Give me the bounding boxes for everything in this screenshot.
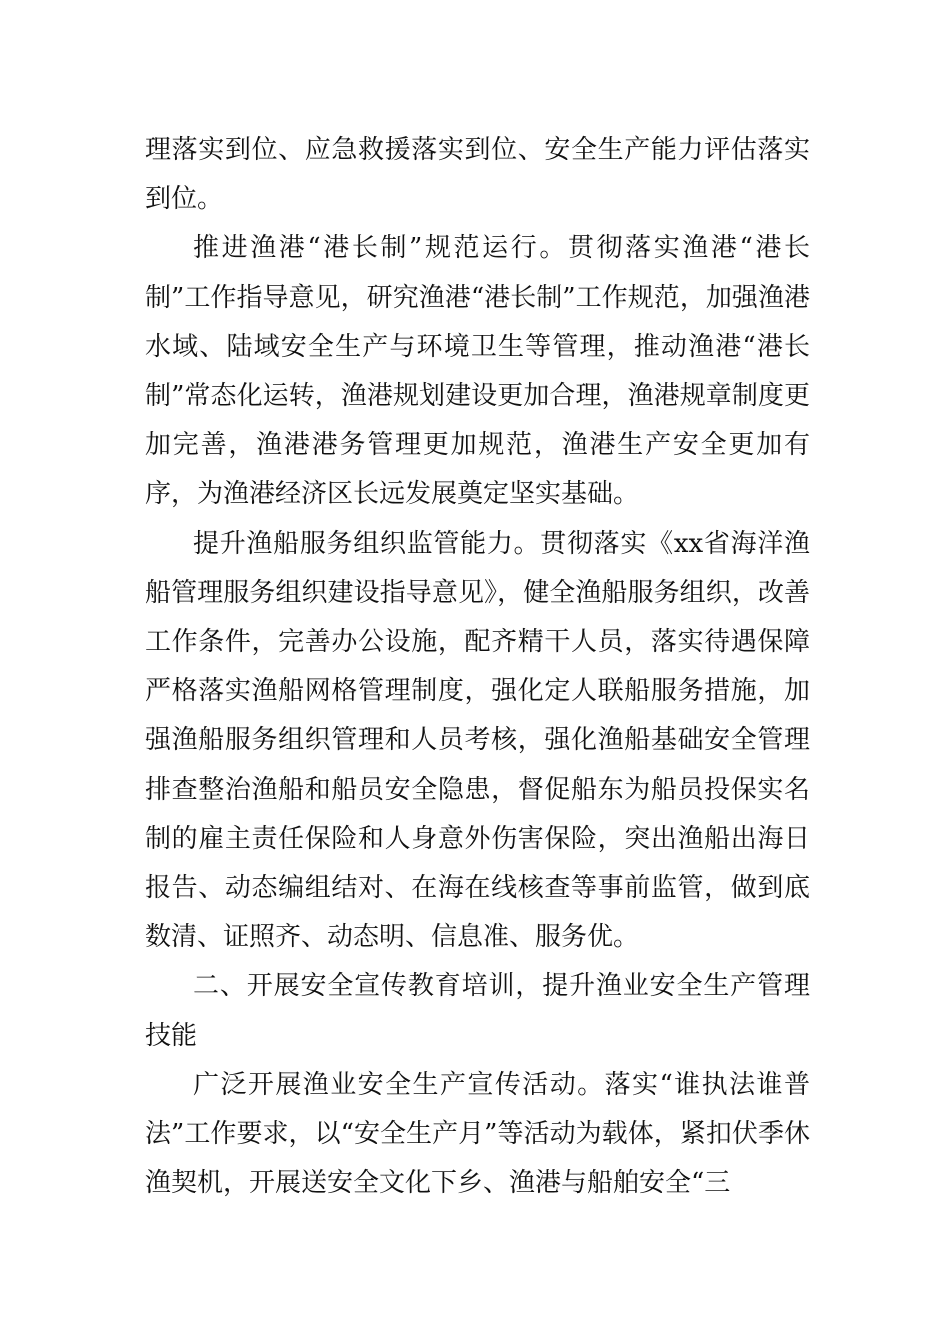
document-body <box>145 126 810 1208</box>
paragraph-fishing-boat-service-supervision: 提升渔船服务组织监管能力。贯彻落实《xx省海洋渔船管理服务组织建设指导意见》，健全渔船服务组织，改善工作条件，完善办公设施，配齐精干人员，落实待遇保障严格落实渔船网格管理制度，强化定人联船服务措施，加强渔船服务组织管理和人员考核，强化渔船基础安全管理排查整治渔船和船员安全隐患，督促船东为船员投保实名制的雇主责任保险和人身意外伤害保险，突出渔船出海日报告、动态编组结对、在海在线核查等事前监管，做到底数清、证照齐、动态明、信息准、服务优。 <box>145 528 810 953</box>
paragraph-fishing-port-chief-system: 推进渔港“港长制”规范运行。贯彻落实渔港“港长制”工作指导意见，研究渔港“港长制”工作规范，加强渔港水域、陆域安全生产与环境卫生等管理，推动渔港“港长制”常态化运转，渔港规划建设更加合理，渔港规章制度更加完善，渔港港务管理更加规范，渔港生产安全更加有序，为渔港经济区长远发展奠定坚实基础。 <box>145 233 810 510</box>
paragraph-continuation: 理落实到位、应急救援落实到位、安全生产能力评估落实到位。 <box>145 135 810 215</box>
section-heading-safety-education: 二、开展安全宣传教育培训，提升渔业安全生产管理技能 <box>145 971 810 1051</box>
paragraph-safety-publicity-activities: 广泛开展渔业安全生产宣传活动。落实“谁执法谁普法”工作要求，以“安全生产月”等活动为载体，紧扣伏季休渔契机，开展送安全文化下乡、渔港与船舶安全“三 <box>145 1069 810 1199</box>
